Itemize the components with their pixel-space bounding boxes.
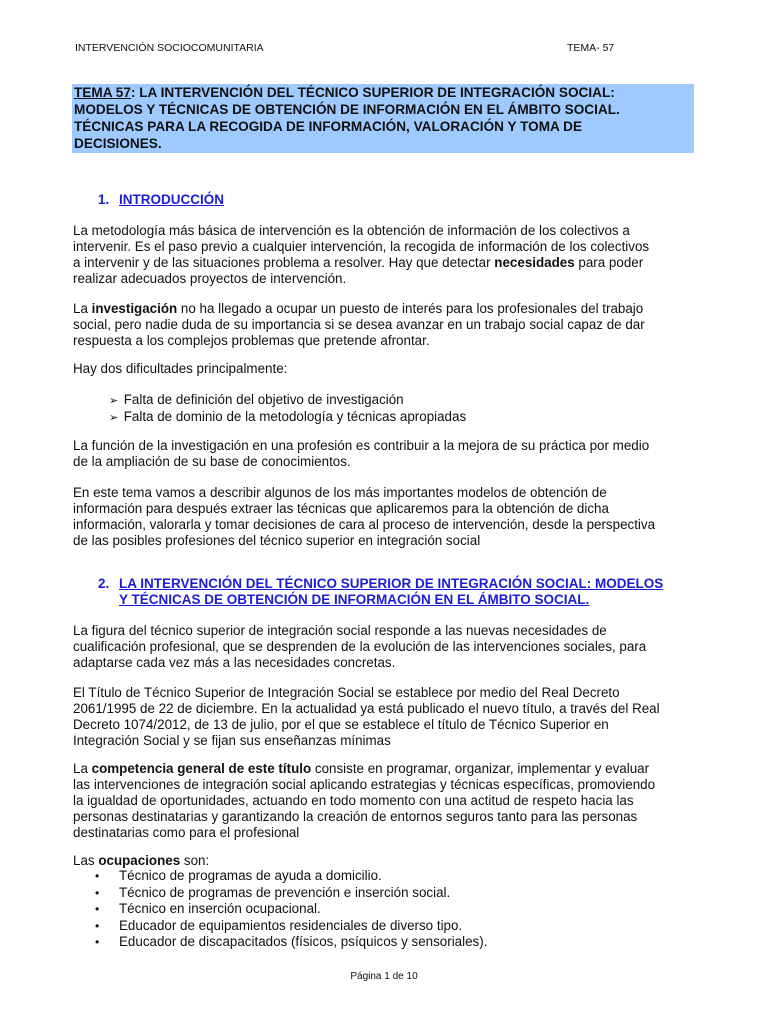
text-run: no ha llegado a ocupar un puesto de interés para los profesionales del trabajo xyxy=(177,301,644,316)
bullet-icon: • xyxy=(95,918,100,933)
section-title-line-1: LA INTERVENCIÓN DEL TÉCNICO SUPERIOR DE INTEGRACIÓN SOCIAL: MODELOS xyxy=(119,576,664,591)
text-line: adaptarse cada vez más a las necesidades concretas. xyxy=(73,655,396,671)
text-line: La función de la investigación en una profesión es contribuir a la mejora de su práctica por medio xyxy=(73,438,650,453)
list-item xyxy=(95,901,487,918)
paragraph-research-function xyxy=(73,438,703,470)
list-item-text: Técnico de programas de prevención e inserción social. xyxy=(119,884,451,900)
list-item xyxy=(109,392,466,409)
title-tema-label: TEMA 57 xyxy=(74,85,131,100)
text-line: El Título de Técnico Superior de Integración Social se establece por medio del Real Decreto xyxy=(73,685,620,700)
text-run: para poder xyxy=(574,255,644,271)
text-line: cualificación profesional, que se desprenden de la evolución de las intervenciones sociales, para xyxy=(73,639,647,655)
text-line: Integración Social y se fijan sus enseñanzas mínimas xyxy=(73,733,391,749)
text-line xyxy=(73,255,703,271)
bullet-icon: • xyxy=(95,935,100,949)
arrow-bullet-icon: ➢ xyxy=(109,395,119,407)
difficulties-list xyxy=(109,392,466,426)
paragraph-topic-scope xyxy=(73,485,703,549)
list-item-text: Educador de equipamientos residenciales de diverso tipo. xyxy=(119,917,463,933)
text-line xyxy=(73,301,703,317)
text-line: la igualdad de oportunidades, actuando en todo momento con una actitud de respeto hacia las xyxy=(73,793,634,809)
text-run: Las xyxy=(73,853,99,868)
title-line-1-text: : LA INTERVENCIÓN DEL TÉCNICO SUPERIOR DE INTEGRACIÓN SOCIAL: xyxy=(130,85,615,100)
paragraph-intro-methodology xyxy=(73,223,703,287)
list-item xyxy=(95,934,487,951)
list-item-text: Técnico de programas de ayuda a domicilio. xyxy=(119,868,382,883)
section-1-heading xyxy=(98,192,224,208)
text-line: destinatarias como para el profesional xyxy=(73,825,300,841)
paragraph-difficulties-intro: Hay dos dificultades principalmente: xyxy=(73,361,288,376)
text-line: La metodología más básica de intervención es la obtención de información de los colectivos a xyxy=(73,223,630,238)
paragraph-professional-figure xyxy=(73,623,703,671)
text-run: La xyxy=(73,761,92,776)
section-2-heading xyxy=(98,576,663,608)
text-line: En este tema vamos a describir algunos de los más importantes modelos de obtención de xyxy=(73,485,607,500)
paragraph-legal-decree xyxy=(73,685,703,749)
bold-term: ocupaciones xyxy=(98,853,181,868)
text-line xyxy=(73,761,703,777)
text-line: de las posibles profesiones del técnico superior en integración social xyxy=(73,533,481,549)
bold-term: competencia general de este título xyxy=(91,761,312,776)
section-number: 2. xyxy=(98,576,110,591)
text-line: respuesta a los complejos problemas que pretende afrontar. xyxy=(73,333,430,349)
title-line-2: MODELOS Y TÉCNICAS DE OBTENCIÓN DE INFORMACIÓN EN EL ÁMBITO SOCIAL. xyxy=(74,102,620,117)
arrow-bullet-icon: ➢ xyxy=(109,412,119,425)
text-line: información para después extraer las técnicas que aplicaremos para la obtención de dicha xyxy=(73,501,609,517)
running-header-subject: INTERVENCIÓN SOCIOCOMUNITARIA xyxy=(75,42,264,54)
text-line: información, valorarla y tomar decisiones de cara al proceso de intervención, desde la perspectiva xyxy=(73,517,656,533)
text-line: Decreto 1074/2012, de 13 de julio, por el que se establece el título de Técnico Superior en xyxy=(73,717,609,733)
topic-title xyxy=(72,84,694,153)
page-number-footer: Página 1 de 10 xyxy=(350,971,418,982)
title-line-1 xyxy=(74,84,691,101)
bold-term: necesidades xyxy=(494,255,575,271)
section-number: 1. xyxy=(98,192,110,207)
text-line: La figura del técnico superior de integración social responde a las nuevas necesidades de xyxy=(73,623,607,638)
text-run: consiste en programar, organizar, implementar y evaluar xyxy=(311,761,650,776)
list-item xyxy=(109,409,466,426)
occupations-list xyxy=(95,868,487,951)
text-line: intervenir. Es el paso previo a cualquier intervención, la recogida de información de los colectivos xyxy=(73,239,650,255)
list-item-text: Falta de dominio de la metodología y técnicas apropiadas xyxy=(123,409,467,425)
bullet-icon: • xyxy=(95,902,100,916)
list-item-text: Educador de discapacitados (físicos, psíquicos y sensoriales). xyxy=(119,934,488,949)
text-line: 2061/1995 de 22 de diciembre. En la actualidad ya está publicado el nuevo título, a través del Real xyxy=(73,701,660,717)
paragraph-investigation xyxy=(73,301,703,349)
text-run: son: xyxy=(180,853,210,868)
text-run: La xyxy=(73,301,92,316)
bullet-icon: • xyxy=(95,885,100,900)
list-item xyxy=(95,918,487,935)
text-line: personas destinatarias y garantizando la creación de entornos seguros tanto para las personas xyxy=(73,809,638,825)
running-header-topic: TEMA- 57 xyxy=(567,42,615,54)
list-item-text: Técnico en inserción ocupacional. xyxy=(119,901,321,916)
title-line-3: TÉCNICAS PARA LA RECOGIDA DE INFORMACIÓN, VALORACIÓN Y TOMA DE xyxy=(74,119,583,134)
list-item-text: Falta de definición del objetivo de investigación xyxy=(123,392,404,407)
text-line: realizar adecuados proyectos de intervención. xyxy=(73,271,347,287)
text-run: a intervenir y de las situaciones problema a resolver. Hay que detectar xyxy=(73,255,495,271)
list-item xyxy=(95,885,487,902)
list-item xyxy=(95,868,487,885)
text-line: social, pero nadie duda de su importancia si se desea avanzar en un trabajo social capaz de dar xyxy=(73,317,645,333)
bold-term: investigación xyxy=(91,301,178,316)
paragraph-general-competence xyxy=(73,761,703,841)
section-title: INTRODUCCIÓN xyxy=(119,192,224,207)
paragraph-occupations-intro xyxy=(73,853,703,869)
title-line-4: DECISIONES. xyxy=(74,136,162,151)
text-line: de la ampliación de su base de conocimientos. xyxy=(73,454,351,470)
text-line: las intervenciones de integración social aplicando estrategias y técnicas específicas, promoviendo xyxy=(73,777,656,793)
section-title-line-2: Y TÉCNICAS DE OBTENCIÓN DE INFORMACIÓN EN EL ÁMBITO SOCIAL. xyxy=(119,592,590,607)
bullet-icon: • xyxy=(95,869,100,883)
